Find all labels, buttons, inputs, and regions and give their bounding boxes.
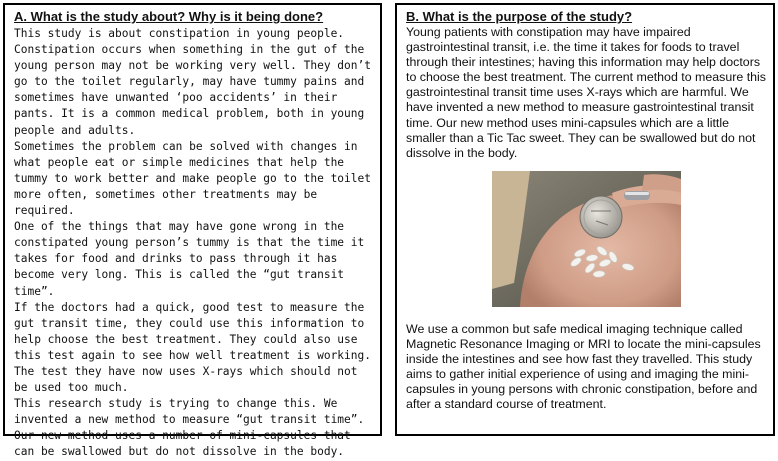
panel-b <box>395 3 775 436</box>
hand-with-capsules-image <box>492 171 681 307</box>
panel-a-heading: A. What is the study about? Why is it being done? <box>14 9 324 24</box>
panel-b-intro: Young patients with constipation may have impaired gastrointestinal transit, i.e. the time it takes for foods to travel through their intestines; having this information may help doctors to choose the best treatment. The current method to measure this gastrointestinal transit time uses X-rays which are harmful. We have invented a new method to measure gastrointestinal transit time. Our new method uses mini-capsules which are a little smaller than a Tic Tac sweet. They can be swallowed but do not dissolve in the body. <box>406 25 766 160</box>
panel-b-heading: B. What is the purpose of the study? <box>406 9 633 24</box>
panel-a-paragraph-3: Sometimes the problem can be solved with changes in what people eat or simple medicines that help the tummy to work better and make people go to the toilet more often, sometimes other treatments may be required. <box>14 139 371 218</box>
panel-a-paragraph-6: This research study is trying to change this. We invented a new method to measure “gut transit time”. Our new method uses a number of mini-capsules that can be swallowed but do not dissolve in the body. <box>14 397 365 459</box>
panel-a-paragraph-1: This study is about constipation in young people. <box>14 27 345 40</box>
mini-capsules-photo <box>492 171 681 307</box>
panel-a-paragraph-2: Constipation occurs when something in the gut of the young person may not be working very well. They don’t go to the toilet regularly, may have tummy pains and sometimes have unwanted ‘poo accidents’ in their pants. It is a common medical problem, both in young people and adults. <box>14 43 371 137</box>
panel-a-paragraph-5: If the doctors had a quick, good test to measure the gut transit time, they could use this information to help choose the best treatment. They could also use this test again to see how well treatment is working. The test they have now uses X-rays which should not be used too much. <box>14 300 371 395</box>
panel-a <box>3 3 382 459</box>
panel-b-closing: We use a common but safe medical imaging technique called Magnetic Resonance Imaging or MRI to locate the mini-capsules inside the intestines and see how fast they travelled. This study aims to gather initial experience of using and imaging the mini-capsules in young persons with chronic constipation, before and after a standard course of treatment. <box>406 322 761 412</box>
panel-a-paragraph-4: One of the things that may have gone wrong in the constipated young person’s tummy is that the time it takes for food and drinks to pass through it has become very long. This is called the “gut transit time”. <box>14 220 365 298</box>
